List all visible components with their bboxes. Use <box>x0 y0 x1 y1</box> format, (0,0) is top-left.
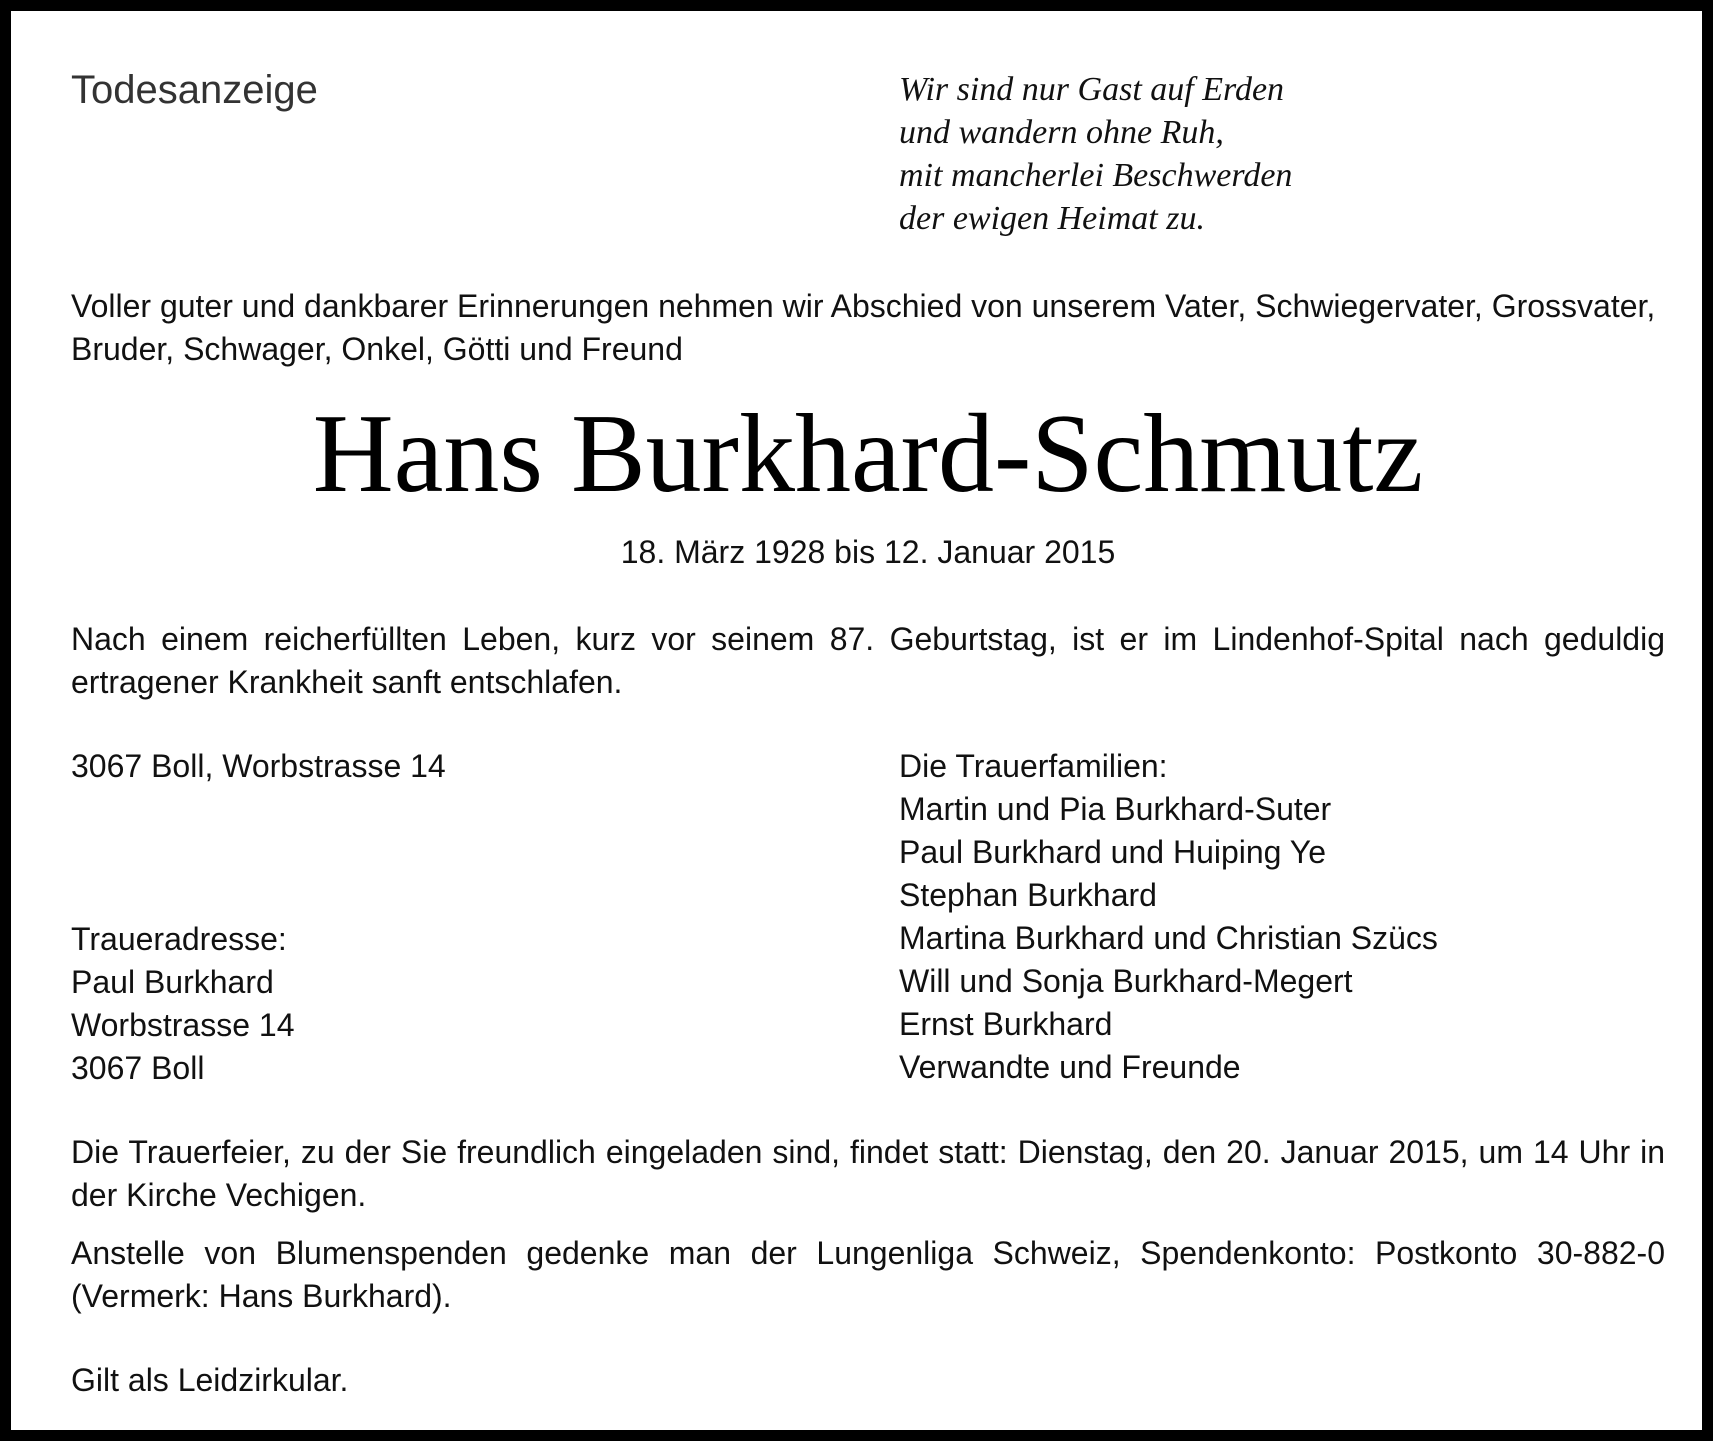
notice-heading: Todesanzeige <box>71 68 318 112</box>
life-dates: 18. März 1928 bis 12. Januar 2015 <box>620 534 1116 570</box>
mourning-address-line: 3067 Boll <box>71 1050 205 1086</box>
mourning-families <box>899 745 1438 1089</box>
life-text: Nach einem reicherfüllten Leben, kurz vor seinem 87. Geburtstag, ist er im Lindenhof-Spital nach geduldig ertragener Krankheit sanft entschlafen. <box>71 621 1665 700</box>
mourning-address <box>71 918 295 1090</box>
poem-line: der ewigen Heimat zu. <box>899 200 1205 237</box>
home-address: 3067 Boll, Worbstrasse 14 <box>71 748 446 784</box>
ceremony-text: Die Trauerfeier, zu der Sie freundlich eingeladen sind, findet statt: Dienstag, den 20. Januar 2015, um 14 Uhr in der Kirche Vechigen. <box>71 1134 1665 1213</box>
poem-line: mit mancherlei Beschwerden <box>899 157 1293 194</box>
poem-line: und wandern ohne Ruh, <box>899 114 1224 151</box>
mourning-address-label: Traueradresse: <box>71 921 287 957</box>
intro-text: Voller guter und dankbarer Erinnerungen nehmen wir Abschied von unserem Vater, Schwiegervater, Grossvater, Bruder, Schwager, Onkel, Götti und Freund <box>71 288 1656 367</box>
mourning-address-line: Worbstrasse 14 <box>71 1007 295 1043</box>
poem <box>899 68 1659 240</box>
mourning-address-line: Paul Burkhard <box>71 964 274 1000</box>
family-member: Will und Sonja Burkhard-Megert <box>899 963 1353 999</box>
family-member: Ernst Burkhard <box>899 1006 1113 1042</box>
families-label: Die Trauerfamilien: <box>899 748 1168 784</box>
family-member: Stephan Burkhard <box>899 877 1157 913</box>
family-member: Martina Burkhard und Christian Szücs <box>899 920 1438 956</box>
deceased-name: Hans Burkhard-Schmutz <box>312 392 1424 516</box>
family-member: Paul Burkhard und Huiping Ye <box>899 834 1326 870</box>
poem-line: Wir sind nur Gast auf Erden <box>899 71 1285 108</box>
donation-text: Anstelle von Blumenspenden gedenke man der Lungenliga Schweiz, Spendenkonto: Postkonto 30-882-0 (Vermerk: Hans Burkhard). <box>71 1235 1665 1314</box>
circular-note: Gilt als Leidzirkular. <box>71 1362 349 1398</box>
family-member: Verwandte und Freunde <box>899 1049 1241 1085</box>
family-member: Martin und Pia Burkhard-Suter <box>899 791 1332 827</box>
